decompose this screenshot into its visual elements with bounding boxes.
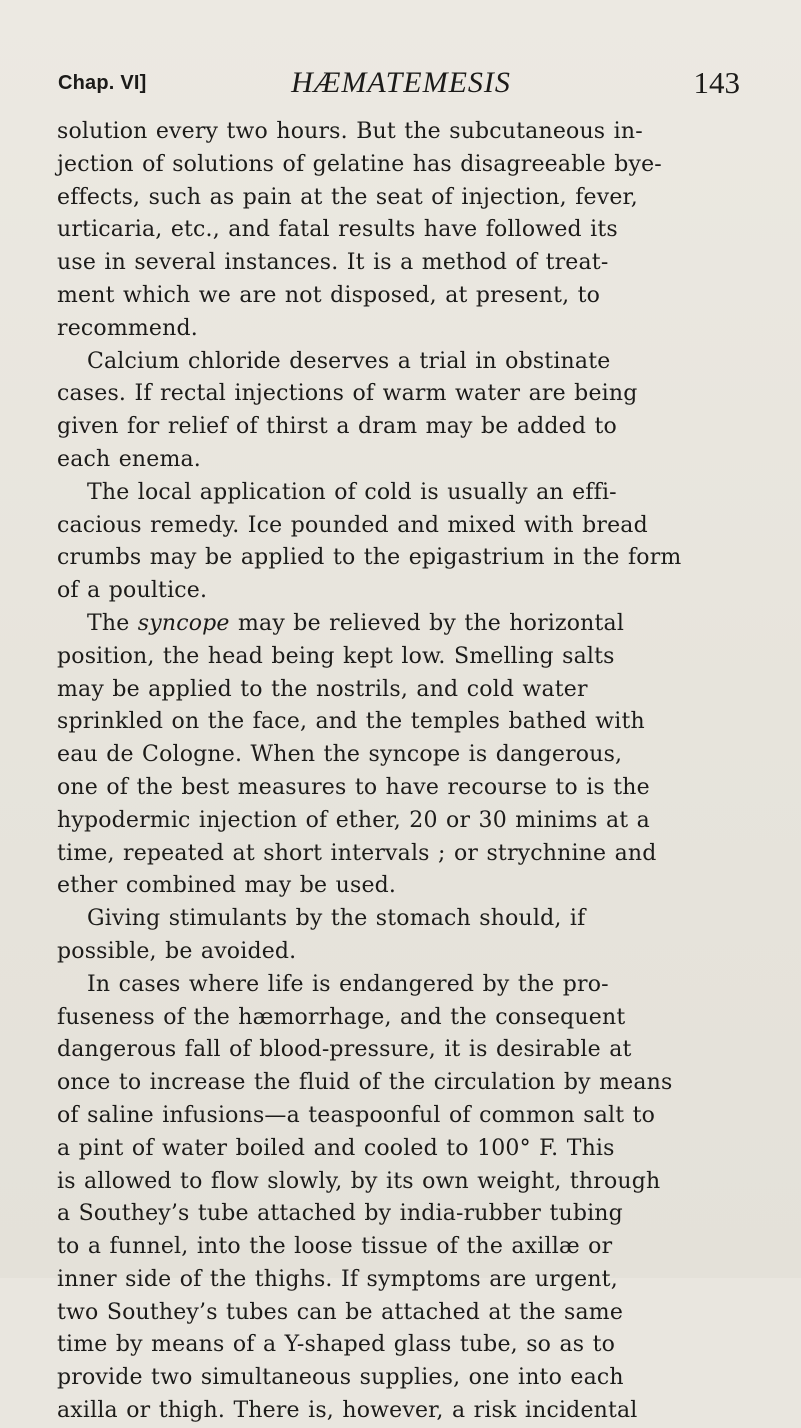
text-line: recommend.	[57, 315, 198, 341]
text-line: once to increase the fluid of the circulation by means	[57, 1070, 673, 1096]
text-line: cases. If rectal injections of warm water are being	[57, 381, 638, 407]
page-number: 143	[693, 65, 740, 100]
text-line: In cases where life is endangered by the pro-	[87, 971, 609, 997]
text-line: use in several instances. It is a method of treat-	[57, 250, 609, 276]
text-line: urticaria, etc., and fatal results have followed its	[57, 217, 618, 243]
text-line: of saline infusions—a teaspoonful of common salt to	[57, 1102, 656, 1128]
text-line: jection of solutions of gelatine has disagreeable bye-	[57, 151, 662, 177]
text-line: Calcium chloride deserves a trial in obstinate	[87, 348, 611, 374]
text-line: hypodermic injection of ether, 20 or 30 minims at a	[57, 807, 650, 833]
text-line: sprinkled on the face, and the temples bathed with	[57, 709, 645, 735]
text-line: The syncope may be relieved by the horizontal	[87, 610, 625, 636]
text-line: dangerous fall of blood-pressure, it is desirable at	[57, 1037, 632, 1063]
text-line: crumbs may be applied to the epigastrium in the form	[57, 545, 682, 571]
running-head	[57, 66, 745, 104]
text-line: may be applied to the nostrils, and cold water	[57, 676, 588, 702]
text-line: inner side of the thighs. If symptoms are urgent,	[57, 1266, 618, 1292]
text-line: ment which we are not disposed, at present, to	[57, 282, 601, 308]
text-line: fuseness of the hæmorrhage, and the consequent	[57, 1004, 626, 1030]
text-line: time, repeated at short intervals ; or strychnine and	[57, 840, 657, 866]
text-line: is allowed to flow slowly, by its own weight, through	[57, 1168, 661, 1194]
page-title: HÆMATEMESIS	[291, 66, 511, 99]
text-line: time by means of a Y-shaped glass tube, so as to	[57, 1332, 616, 1358]
text-line: effects, such as pain at the seat of injection, fever,	[57, 184, 638, 210]
chapter-label: Chap. VI]	[58, 72, 147, 94]
text-line: axilla or thigh. There is, however, a risk incidental	[57, 1398, 638, 1424]
text-line: one of the best measures to have recourse to is the	[57, 774, 650, 800]
text-line: Giving stimulants by the stomach should, if	[87, 906, 586, 932]
text-line: of a poultice.	[57, 578, 208, 604]
text-line: position, the head being kept low. Smelling salts	[57, 643, 615, 669]
body-text	[57, 116, 746, 1428]
text-line: possible, be avoided.	[57, 938, 297, 964]
text-line: eau de Cologne. When the syncope is dangerous,	[57, 742, 623, 768]
text-line: to a funnel, into the loose tissue of the axillæ or	[57, 1234, 613, 1260]
text-line: given for relief of thirst a dram may be added to	[57, 414, 617, 440]
text-line: ether combined may be used.	[57, 873, 397, 899]
text-line: The local application of cold is usually an effi-	[87, 479, 617, 505]
text-line: solution every two hours. But the subcutaneous in-	[57, 119, 643, 144]
text-line: cacious remedy. Ice pounded and mixed with bread	[57, 512, 648, 538]
text-line: each enema.	[57, 446, 201, 472]
text-line: a Southey’s tube attached by india-rubber tubing	[57, 1201, 623, 1227]
text-line: provide two simultaneous supplies, one into each	[57, 1365, 624, 1391]
text-line: two Southey’s tubes can be attached at the same	[57, 1299, 624, 1325]
text-line: a pint of water boiled and cooled to 100° F. This	[57, 1135, 615, 1161]
